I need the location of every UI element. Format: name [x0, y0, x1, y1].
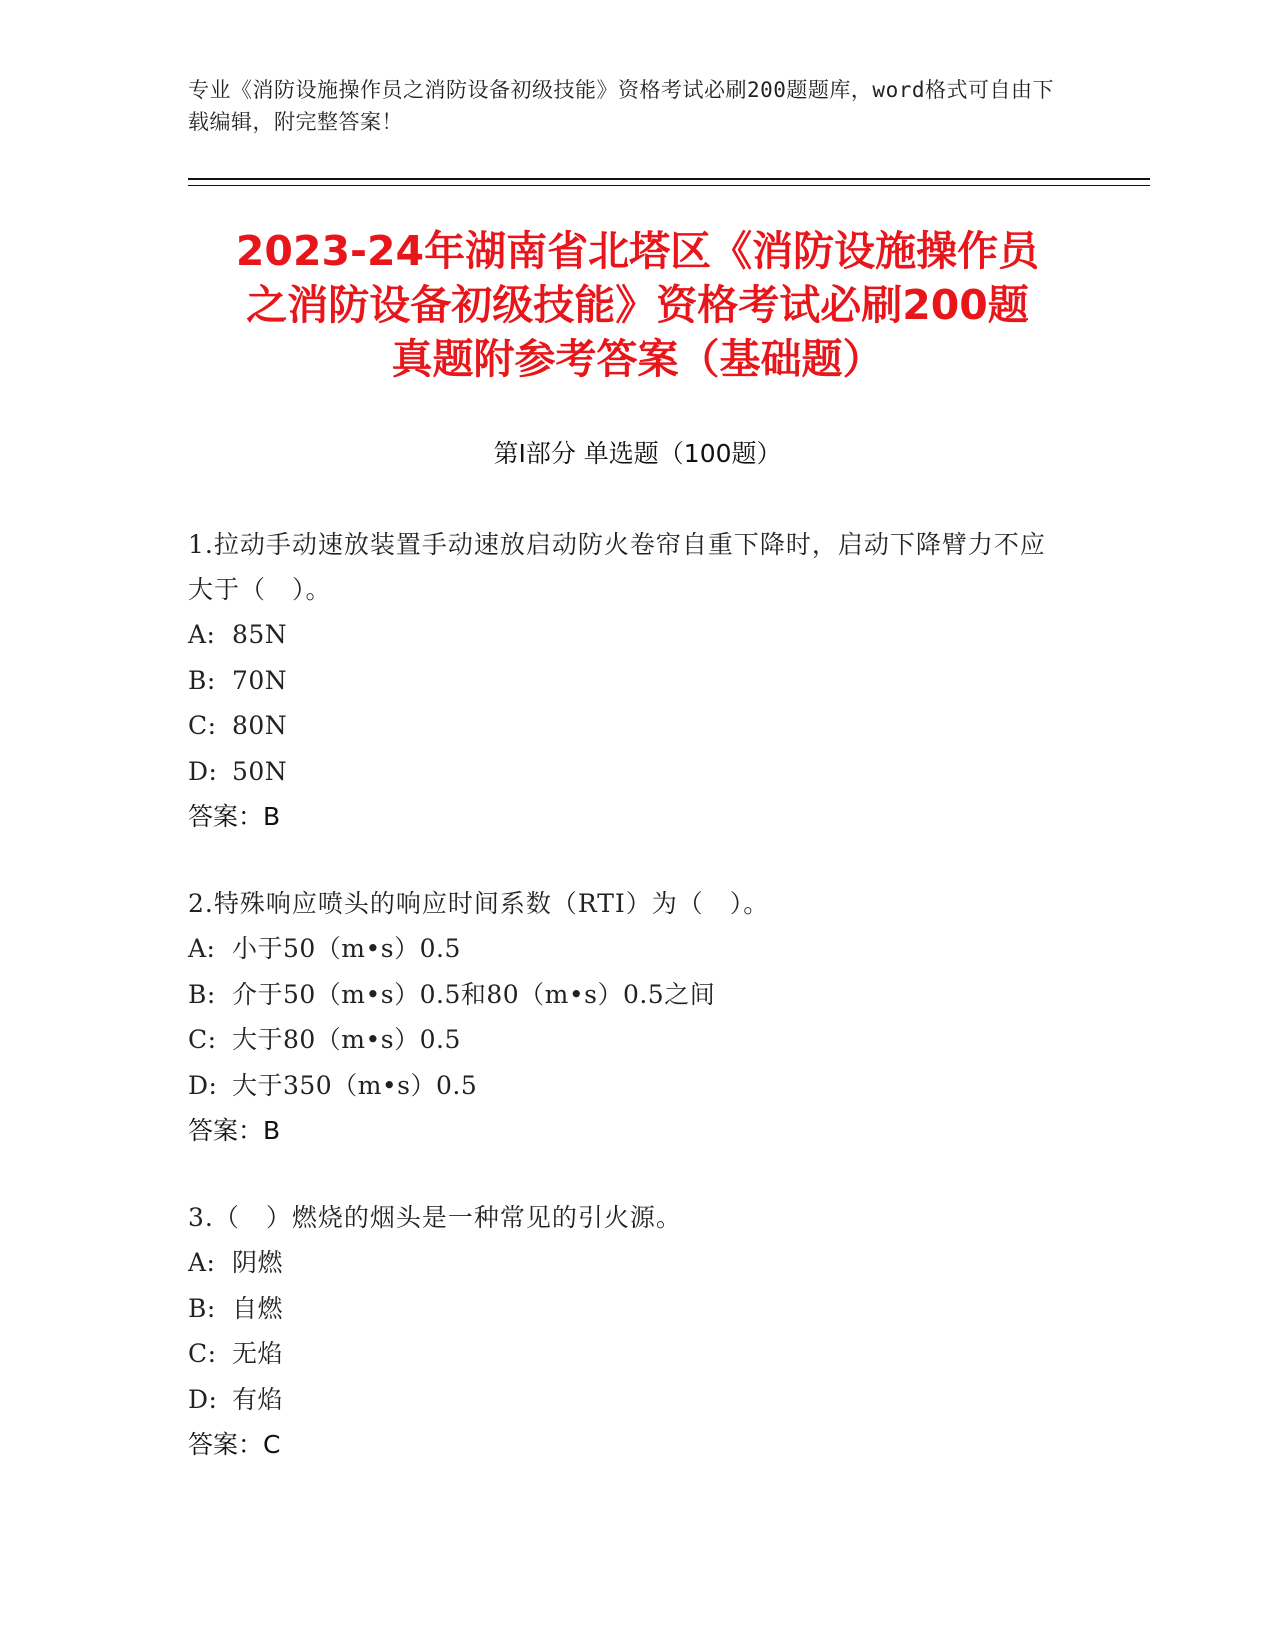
option-a [188, 612, 1068, 658]
option-label: C: [188, 711, 217, 740]
option-label: A: [188, 1248, 216, 1277]
option-label: D: [188, 1384, 218, 1414]
option-label: B: [188, 979, 216, 1009]
question-stem: 2.特殊响应喷头的响应时间系数（RTI）为（ ）。 [188, 889, 770, 918]
option-label: D: [188, 1070, 218, 1100]
option-a [188, 1240, 1068, 1286]
option-text: 70N [232, 665, 288, 695]
option-label: D: [188, 756, 218, 786]
header-rule-thin [188, 185, 1150, 186]
option-d [188, 749, 1068, 795]
document-title-line: 2023-24年湖南省北塔区《消防设施操作员 [235, 227, 1040, 275]
option-b [188, 658, 1068, 704]
document-title-line: 之消防设备初级技能》资格考试必刷200题 [246, 281, 1029, 329]
document-title [190, 224, 1085, 386]
option-text: 小于50（m•s）0.5 [232, 934, 461, 963]
header-rule-thick [188, 178, 1150, 180]
section-title: 第Ⅰ部分 单选题（100题） [493, 439, 782, 468]
option-text: 自燃 [232, 1293, 284, 1323]
answer-line: 答案：C [188, 1430, 281, 1459]
option-b [188, 1286, 1068, 1332]
question-stem: 1.拉动手动速放装置手动速放启动防火卷帘自重下降时，启动下降臂力不应大于（ ）。 [188, 530, 1046, 604]
document-title-line: 真题附参考答案（基础题） [391, 335, 884, 383]
option-c [188, 1331, 1068, 1377]
option-text: 85N [232, 620, 288, 649]
option-d [188, 1063, 1068, 1109]
option-text: 有焰 [232, 1384, 284, 1414]
option-text: 大于350（m•s）0.5 [232, 1070, 478, 1100]
option-c [188, 1017, 1068, 1063]
option-label: B: [188, 665, 216, 695]
header-note: 专业《消防设施操作员之消防设备初级技能》资格考试必刷200题题库，word格式可自由下载编辑，附完整答案！ [188, 78, 1054, 134]
option-text: 无焰 [232, 1339, 284, 1368]
option-label: C: [188, 1025, 217, 1054]
question-item [188, 881, 1068, 1153]
option-c [188, 703, 1068, 749]
question-stem: 3.（ ）燃烧的烟头是一种常见的引火源。 [188, 1203, 682, 1232]
question-list [188, 522, 1068, 1509]
answer-line: 答案：B [188, 802, 281, 831]
question-item [188, 1195, 1068, 1467]
option-text: 介于50（m•s）0.5和80（m•s）0.5之间 [232, 979, 716, 1009]
option-text: 80N [232, 711, 288, 740]
question-item [188, 522, 1068, 839]
option-text: 大于80（m•s）0.5 [232, 1025, 461, 1054]
option-text: 阴燃 [232, 1248, 284, 1277]
option-b [188, 972, 1068, 1018]
option-label: A: [188, 934, 216, 963]
option-text: 50N [232, 756, 288, 786]
answer-line: 答案：B [188, 1116, 281, 1145]
option-d [188, 1377, 1068, 1423]
option-label: B: [188, 1293, 216, 1323]
option-a [188, 926, 1068, 972]
option-label: C: [188, 1339, 217, 1368]
option-label: A: [188, 620, 216, 649]
